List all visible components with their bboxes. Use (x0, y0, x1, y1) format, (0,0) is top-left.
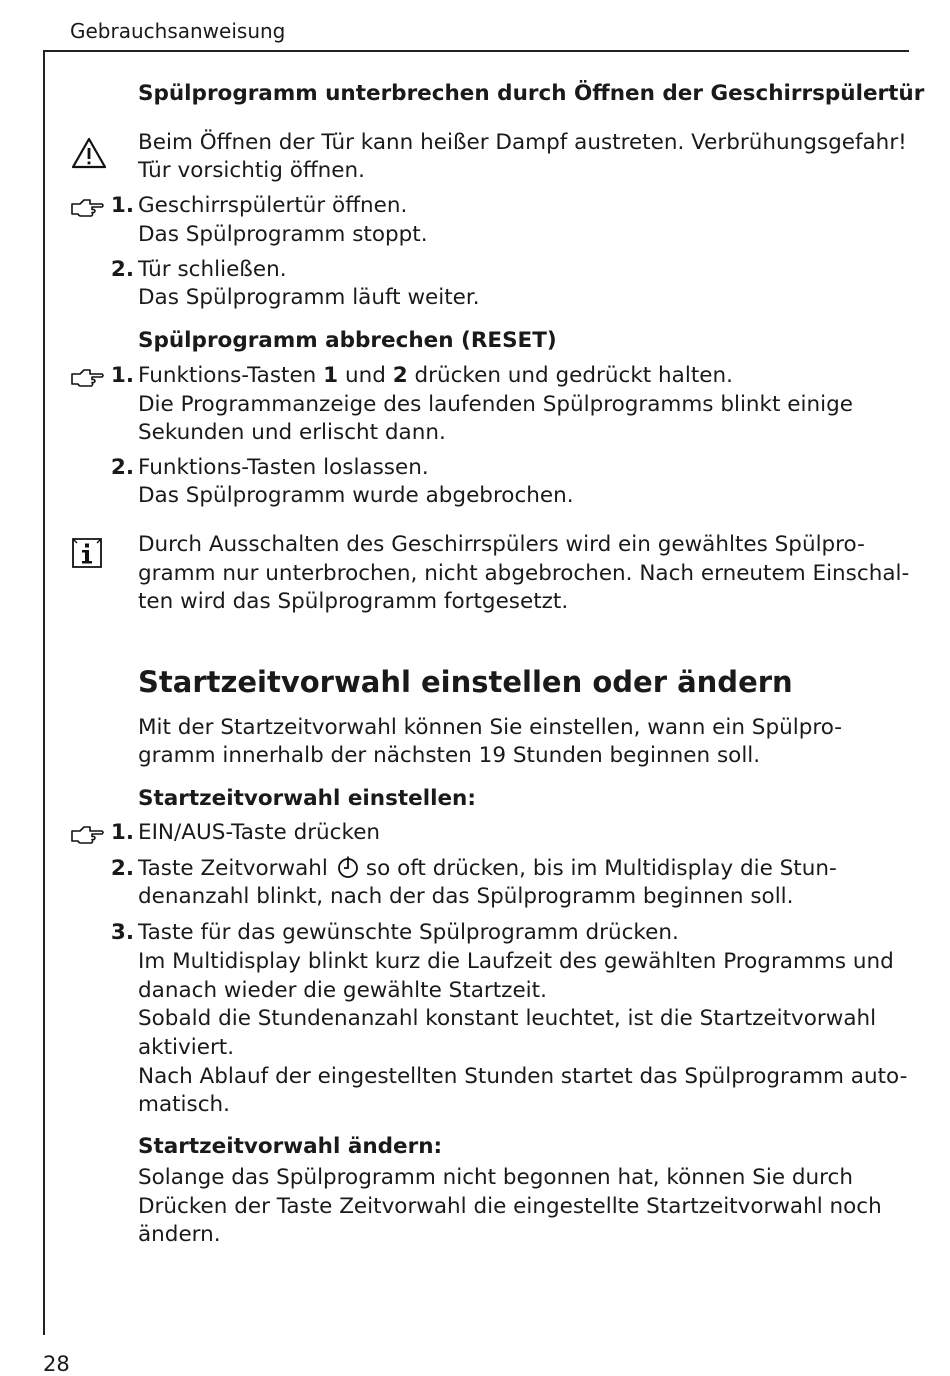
step-text: Das Spülprogramm stoppt. (138, 222, 428, 247)
step-number: 3. (110, 920, 134, 945)
reset-heading: Spülprogramm abbrechen (RESET) (138, 328, 557, 353)
pointing-hand-icon (70, 824, 104, 846)
step-text: Das Spülprogramm wurde abgebrochen. (138, 483, 574, 508)
pointing-hand-icon (70, 367, 104, 389)
change-text: Solange das Spülprogramm nicht begonnen hat, können Sie durch (138, 1165, 853, 1190)
step-text: Im Multidisplay blinkt kurz die Laufzeit des gewählten Programms und (138, 949, 894, 974)
set-heading: Startzeitvorwahl einstellen: (138, 786, 476, 811)
warning-text-line-1: Beim Öffnen der Tür kann heißer Dampf austreten. Verbrühungsgefahr! (138, 130, 907, 155)
step-number: 2. (110, 257, 134, 282)
step-text: Sekunden und erlischt dann. (138, 420, 446, 445)
step-text: Die Programmanzeige des laufenden Spülprogramms blinkt einige (138, 392, 853, 417)
step-number: 1. (110, 820, 134, 845)
step-text: aktiviert. (138, 1035, 235, 1060)
step-text: Tür schließen. (138, 257, 287, 282)
step-number: 2. (110, 856, 134, 881)
warning-text-line-2: Tür vorsichtig öffnen. (138, 158, 365, 183)
key-label: 2 (392, 363, 408, 388)
margin-rule (43, 50, 45, 1335)
step-text: Taste Zeitvorwahl so oft drücken, bis im Multidisplay die Stun- (138, 856, 837, 881)
step-number: 2. (110, 455, 134, 480)
step-text: Funktions-Tasten loslassen. (138, 455, 429, 480)
clock-icon (336, 855, 360, 879)
warning-icon (70, 136, 108, 170)
pointing-hand-icon (70, 197, 104, 219)
step-text: matisch. (138, 1092, 231, 1117)
step-text: Nach Ablauf der eingestellten Stunden startet das Spülprogramm auto- (138, 1064, 908, 1089)
interrupt-heading: Spülprogramm unterbrechen durch Öffnen der Geschirrspülertür (138, 81, 925, 106)
info-text: ten wird das Spülprogramm fortgesetzt. (138, 589, 569, 614)
step-text: Taste für das gewünschte Spülprogramm drücken. (138, 920, 679, 945)
document-header: Gebrauchsanweisung (70, 19, 286, 43)
step-text: danach wieder die gewählte Startzeit. (138, 978, 547, 1003)
change-heading: Startzeitvorwahl ändern: (138, 1134, 443, 1159)
key-label: 1 (323, 363, 339, 388)
info-icon (71, 537, 103, 569)
step-text: Sobald die Stundenanzahl konstant leuchtet, ist die Startzeitvorwahl (138, 1006, 877, 1031)
step-number: 1. (110, 363, 134, 388)
section-title: Startzeitvorwahl einstellen oder ändern (138, 665, 793, 699)
step-text: Geschirrspülertür öffnen. (138, 193, 408, 218)
step-text: Funktions-Tasten 1 und 2 drücken und gedrückt halten. (138, 363, 733, 388)
step-text: denanzahl blinkt, nach der das Spülprogramm beginnen soll. (138, 884, 794, 909)
step-text: EIN/AUS-Taste drücken (138, 820, 381, 845)
change-text: ändern. (138, 1222, 221, 1247)
intro-text: gramm innerhalb der nächsten 19 Stunden beginnen soll. (138, 743, 761, 768)
info-text: Durch Ausschalten des Geschirrspülers wird ein gewähltes Spülpro- (138, 532, 865, 557)
change-text: Drücken der Taste Zeitvorwahl die eingestellte Startzeitvorwahl noch (138, 1194, 882, 1219)
info-text: gramm nur unterbrochen, nicht abgebrochen. Nach erneutem Einschal- (138, 561, 910, 586)
step-text: Das Spülprogramm läuft weiter. (138, 285, 480, 310)
intro-text: Mit der Startzeitvorwahl können Sie einstellen, wann ein Spülpro- (138, 715, 843, 740)
header-rule (43, 50, 909, 52)
page-number: 28 (43, 1352, 70, 1376)
step-number: 1. (110, 193, 134, 218)
